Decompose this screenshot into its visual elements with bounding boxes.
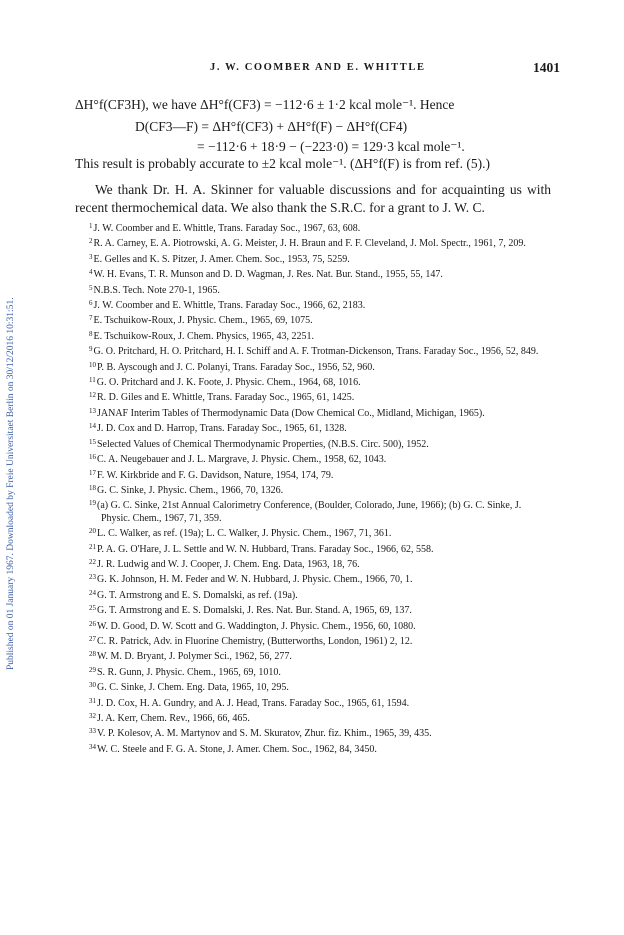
reference-number: 7 <box>89 314 93 323</box>
reference-list <box>89 220 552 756</box>
reference-text: W. D. Good, D. W. Scott and G. Waddington, J. Physic. Chem., 1956, 60, 1080. <box>97 620 416 632</box>
reference-item <box>89 525 552 540</box>
reference-number: 17 <box>89 468 96 477</box>
reference-number: 26 <box>89 619 96 628</box>
reference-text: P. B. Ayscough and J. C. Polanyi, Trans. Faraday Soc., 1956, 52, 960. <box>97 361 375 373</box>
reference-item <box>89 220 552 235</box>
reference-text: J. R. Ludwig and W. J. Cooper, J. Chem. Eng. Data, 1963, 18, 76. <box>97 558 360 570</box>
reference-number: 15 <box>89 437 96 446</box>
reference-number: 25 <box>89 604 96 613</box>
reference-item <box>89 664 552 679</box>
reference-number: 8 <box>89 329 93 338</box>
equation-line-1: ΔH°f(CF3H), we have ΔH°f(CF3) = −112·6 ± 1·2 kcal mole⁻¹. Hence <box>75 97 455 112</box>
reference-text: G. C. Sinke, J. Chem. Eng. Data, 1965, 10, 295. <box>97 682 289 694</box>
reference-item <box>89 695 552 710</box>
reference-text: L. C. Walker, as ref. (19a); L. C. Walker, J. Physic. Chem., 1967, 71, 361. <box>97 528 392 540</box>
reference-number: 5 <box>89 283 93 292</box>
reference-item <box>89 618 552 633</box>
reference-number: 1 <box>89 222 93 230</box>
reference-item <box>89 467 552 482</box>
reference-text: J. D. Cox, H. A. Gundry, and A. J. Head, Trans. Faraday Soc., 1965, 61, 1594. <box>97 697 410 709</box>
reference-number: 3 <box>89 252 93 261</box>
reference-item <box>89 436 552 451</box>
reference-text: R. D. Giles and E. Whittle, Trans. Faraday Soc., 1965, 61, 1425. <box>97 392 355 404</box>
reference-text: G. O. Pritchard and J. K. Foote, J. Physic. Chem., 1964, 68, 1016. <box>96 377 361 389</box>
reference-text: J. W. Coomber and E. Whittle, Trans. Faraday Soc., 1966, 62, 2183. <box>93 300 366 312</box>
reference-number: 28 <box>89 650 96 659</box>
reference-item <box>89 451 552 466</box>
reference-item <box>89 389 552 404</box>
reference-item <box>89 282 552 297</box>
reference-number: 21 <box>89 542 96 551</box>
reference-text: (a) G. C. Sinke, 21st Annual Calorimetry Conference, (Boulder, Colorado, June, 1966); (b) G. C. Sinke, J. Physic. Chem., 1967, 71, 359. <box>97 500 522 524</box>
reference-item <box>89 497 552 525</box>
reference-item <box>89 405 552 420</box>
reference-item <box>89 266 552 281</box>
reference-text: J. D. Cox and D. Harrop, Trans. Faraday Soc., 1965, 61, 1328. <box>97 423 347 435</box>
reference-number: 13 <box>89 406 96 415</box>
reference-number: 20 <box>89 527 96 536</box>
reference-text: W. M. D. Bryant, J. Polymer Sci., 1962, 56, 277. <box>97 651 292 663</box>
equation-line-2: D(CF3—F) = ΔH°f(CF3) + ΔH°f(F) − ΔH°f(CF4) <box>135 119 408 134</box>
reference-text: G. T. Armstrong and E. S. Domalski, J. Res. Nat. Bur. Stand. A, 1965, 69, 137. <box>97 605 412 617</box>
reference-item <box>89 541 552 556</box>
reference-text: G. C. Sinke, J. Physic. Chem., 1966, 70, 1326. <box>97 484 284 496</box>
page-number: 1401 <box>533 60 560 75</box>
reference-item <box>89 710 552 725</box>
reference-number: 23 <box>89 573 96 582</box>
page-header <box>0 62 624 78</box>
reference-text: E. Gelles and K. S. Pitzer, J. Amer. Chem. Soc., 1953, 75, 5259. <box>93 253 350 265</box>
reference-number: 14 <box>89 422 96 431</box>
reference-number: 33 <box>89 727 96 736</box>
reference-number: 30 <box>89 681 96 690</box>
reference-number: 24 <box>89 588 96 597</box>
reference-text: F. W. Kirkbride and F. G. Davidson, Nature, 1954, 174, 79. <box>97 469 334 481</box>
equation-line-4: This result is probably accurate to ±2 kcal mole⁻¹. (ΔH°f(F) is from ref. (5).) <box>75 156 491 171</box>
reference-text: J. A. Kerr, Chem. Rev., 1966, 66, 465. <box>97 713 250 724</box>
reference-item <box>89 343 552 358</box>
reference-number: 22 <box>89 557 96 566</box>
equation-line-3: = −112·6 + 18·9 − (−223·0) = 129·3 kcal mole⁻¹. <box>197 139 465 154</box>
reference-item <box>89 312 552 327</box>
reference-item <box>89 602 552 617</box>
reference-item <box>89 235 552 250</box>
reference-item <box>89 587 552 602</box>
reference-number: 34 <box>89 742 96 751</box>
reference-number: 11 <box>89 376 96 385</box>
reference-item <box>89 556 552 571</box>
reference-number: 31 <box>89 696 96 705</box>
reference-item <box>89 420 552 435</box>
reference-text: S. R. Gunn, J. Physic. Chem., 1965, 69, 1010. <box>97 666 281 678</box>
reference-number: 10 <box>89 360 96 369</box>
reference-item <box>89 297 552 312</box>
reference-text: G. T. Armstrong and E. S. Domalski, as ref. (19a). <box>97 589 298 601</box>
reference-number: 2 <box>89 237 93 246</box>
reference-text: E. Tschuikow-Roux, J. Chem. Physics, 1965, 43, 2251. <box>93 330 315 342</box>
reference-number: 32 <box>89 712 96 720</box>
reference-text: C. R. Patrick, Adv. in Fluorine Chemistry, (Butterworths, London, 1961) 2, 12. <box>97 635 413 647</box>
running-title: J. W. COOMBER AND E. WHITTLE <box>210 62 426 73</box>
reference-text: R. A. Carney, E. A. Piotrowski, A. G. Meister, J. H. Braun and F. F. Cleveland, J. Mol. Spectr., 1961, 7, 209. <box>93 238 526 250</box>
reference-text: C. A. Neugebauer and J. L. Margrave, J. Physic. Chem., 1958, 62, 1043. <box>97 454 387 466</box>
reference-item <box>89 648 552 663</box>
reference-item <box>89 571 552 586</box>
reference-text: V. P. Kolesov, A. M. Martynov and S. M. Skuratov, Zhur. fiz. Khim., 1965, 39, 435. <box>97 728 432 740</box>
reference-text: W. H. Evans, T. R. Munson and D. D. Wagman, J. Res. Nat. Bur. Stand., 1955, 55, 147. <box>93 269 443 281</box>
reference-text: JANAF Interim Tables of Thermodynamic Data (Dow Chemical Co., Midland, Michigan, 1965). <box>97 407 485 419</box>
reference-text: G. O. Pritchard, H. O. Pritchard, H. I. Schiff and A. F. Trotman-Dickenson, Trans. Faraday Soc., 1956, 52, 849. <box>93 346 539 358</box>
reference-item <box>89 374 552 389</box>
reference-item <box>89 741 552 756</box>
reference-text: J. W. Coomber and E. Whittle, Trans. Faraday Soc., 1967, 63, 608. <box>93 223 361 234</box>
reference-item <box>89 633 552 648</box>
reference-item <box>89 359 552 374</box>
reference-text: E. Tschuikow-Roux, J. Physic. Chem., 1965, 69, 1075. <box>93 315 313 327</box>
reference-number: 19 <box>89 499 96 508</box>
reference-text: N.B.S. Tech. Note 270-1, 1965. <box>93 284 220 296</box>
reference-number: 6 <box>89 299 93 308</box>
reference-item <box>89 725 552 740</box>
reference-item <box>89 679 552 694</box>
acknowledgement-paragraph: We thank Dr. H. A. Skinner for valuable discussions and for acquainting us with recent thermochemical data. We also thank the S.R.C. for a grant to J. W. C. <box>75 182 551 215</box>
download-watermark: Published on 01 January 1967. Downloaded by Freie Universitaet Berlin on 30/12/2016 10:31:51. <box>6 297 16 670</box>
reference-text: P. A. G. O'Hare, J. L. Settle and W. N. Hubbard, Trans. Faraday Soc., 1966, 62, 558. <box>97 543 434 555</box>
reference-number: 12 <box>89 391 96 400</box>
reference-number: 29 <box>89 665 96 674</box>
reference-number: 18 <box>89 483 96 492</box>
reference-text: W. C. Steele and F. G. A. Stone, J. Amer. Chem. Soc., 1962, 84, 3450. <box>97 743 377 755</box>
reference-number: 4 <box>89 268 93 277</box>
reference-number: 16 <box>89 453 96 462</box>
reference-text: Selected Values of Chemical Thermodynamic Properties, (N.B.S. Circ. 500), 1952. <box>97 438 429 450</box>
reference-number: 27 <box>89 634 96 643</box>
reference-item <box>89 482 552 497</box>
reference-text: G. K. Johnson, H. M. Feder and W. N. Hubbard, J. Physic. Chem., 1966, 70, 1. <box>97 574 413 586</box>
reference-item <box>89 251 552 266</box>
reference-item <box>89 328 552 343</box>
reference-number: 9 <box>89 345 93 354</box>
